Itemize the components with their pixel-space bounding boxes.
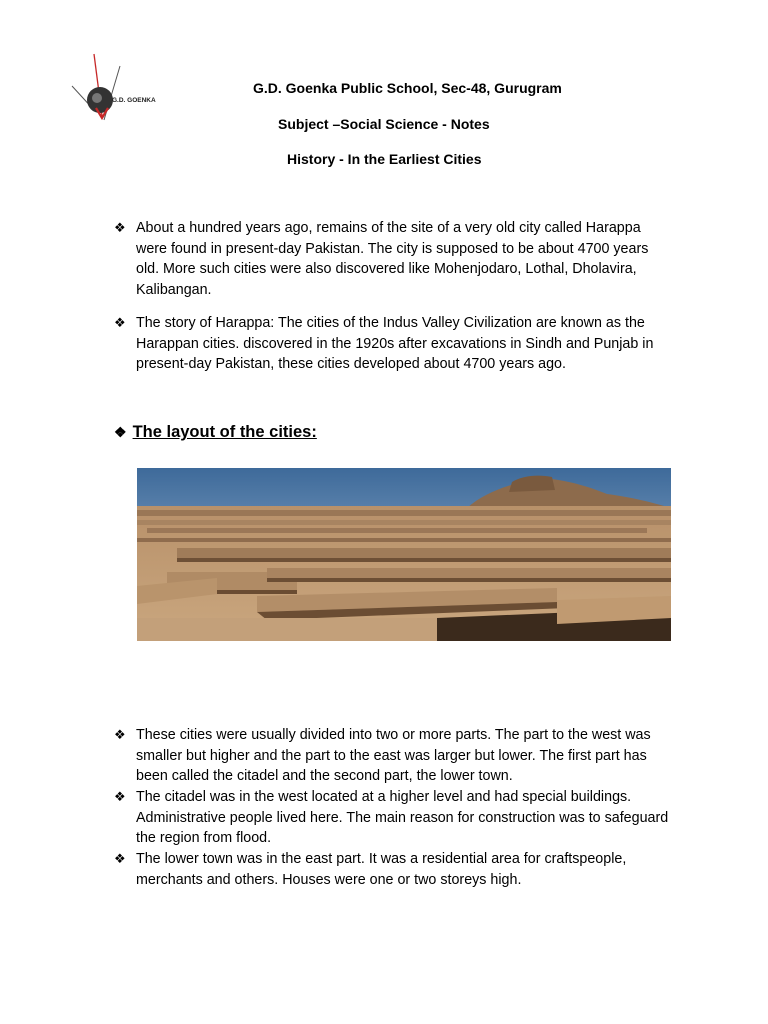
logo-text: G.D. GOENKA [112, 97, 156, 104]
harappa-ruins-photo [137, 468, 671, 641]
layout-point [114, 787, 674, 849]
intro-point-text: The story of Harappa: The cities of the Indus Valley Civilization are known as the Harappan cities. discovered in the 1920s after excavations in Sindh and Punjab in present-day Pakistan, these cities developed about 4700 years ago. [136, 315, 654, 373]
layout-point-text: The citadel was in the west located at a higher level and had special buildings. Administrative people lived here. The main reason for construction was to safeguard the region from flood. [136, 789, 669, 847]
bullet-icon: ❖ [114, 789, 126, 804]
layout-point [114, 849, 674, 890]
layout-point-text: These cities were usually divided into two or more parts. The part to the west was smaller but higher and the part to the east was larger but lower. The first part has been called the citadel and the second part, the lower town. [136, 727, 651, 785]
school-name: G.D. Goenka Public School, Sec-48, Gurugram [253, 80, 562, 96]
school-logo [64, 52, 156, 124]
bullet-icon: ❖ [114, 220, 126, 235]
intro-point-text: About a hundred years ago, remains of the site of a very old city called Harappa were found in present-day Pakistan. The city is supposed to be about 4700 years old. More such cities were also discovered like Mohenjodaro, Lothal, Dholavira, Kalibangan. [136, 220, 649, 299]
layout-point [114, 725, 674, 787]
layout-point-text: The lower town was in the east part. It was a residential area for craftspeople, merchants and others. Houses were one or two storeys high. [136, 851, 627, 888]
bullet-icon: ❖ [114, 315, 126, 330]
bullet-icon: ❖ [114, 424, 127, 440]
bullet-icon: ❖ [114, 727, 126, 742]
subject-line: Subject –Social Science - Notes [278, 116, 490, 132]
section-heading-text: The layout of the cities: [132, 423, 317, 441]
intro-point [114, 313, 674, 375]
section-heading [114, 423, 317, 442]
intro-point [114, 218, 674, 301]
topic-title: History - In the Earliest Cities [287, 151, 482, 167]
bullet-icon: ❖ [114, 851, 126, 866]
